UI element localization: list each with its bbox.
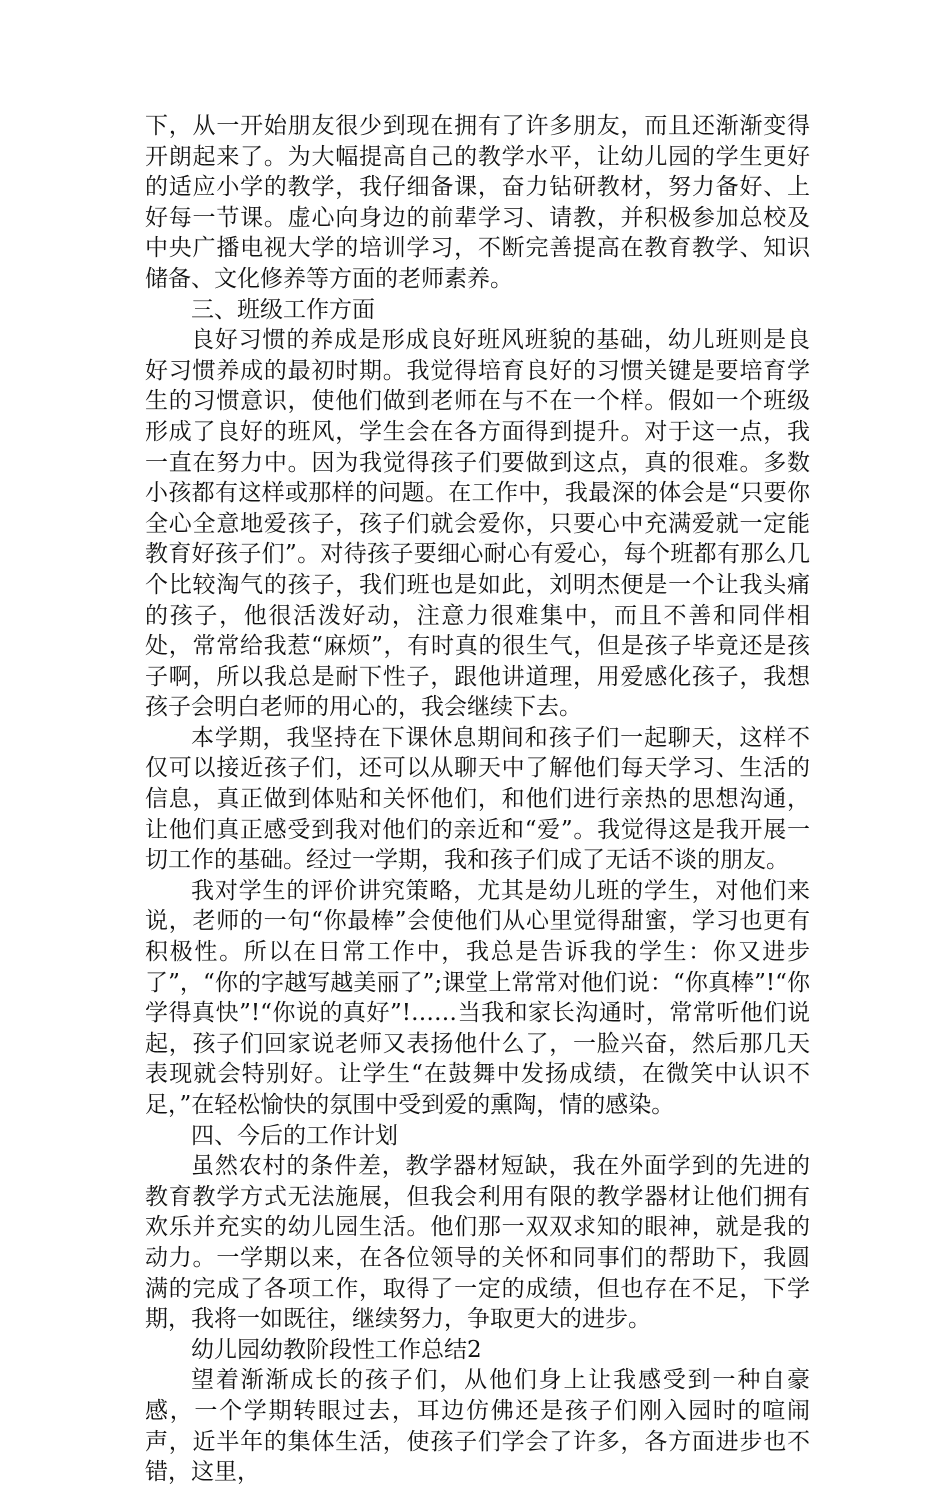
paragraph-growth: 望着渐渐成长的孩子们，从他们身上让我感受到一种自豪感，一个学期转眼过去，耳边仿佛还是孩子们刚入园时的喧闹声，近半年的集体生活，使孩子们学会了许多，各方面进步也不错，这里，	[145, 1367, 810, 1486]
document-body	[145, 111, 810, 1488]
paragraph-continuation: 下，从一开始朋友很少到现在拥有了许多朋友，而且还渐渐变得开朗起来了。为大幅提高自己的教学水平，让幼儿园的学生更好的适应小学的教学，我仔细备课，奋力钻研教材，努力备好、上好每一节课。虚心向身边的前辈学习、请教，并积极参加总校及中央广播电视大学的培训学习，不断完善提高在教育教学、知识储备、文化修养等方面的老师素养。	[145, 113, 810, 292]
document-subtitle-summary-2: 幼儿园幼教阶段性工作总结2	[191, 1336, 482, 1363]
section-heading-future-plan: 四、今后的工作计划	[191, 1122, 398, 1149]
section-heading-class-work: 三、班级工作方面	[191, 296, 375, 323]
paragraph-habits: 良好习惯的养成是形成良好班风班貌的基础，幼儿班则是良好习惯养成的最初时期。我觉得培育良好的习惯关键是要培育学生的习惯意识，使他们做到老师在与不在一个样。假如一个班级形成了良好的班风，学生会在各方面得到提升。对于这一点，我一直在努力中。因为我觉得孩子们要做到这点，真的很难。多数小孩都有这样或那样的问题。在工作中，我最深的体会是“只要你全心全意地爱孩子，孩子们就会爱你，只要心中充满爱就一定能教育好孩子们”。对待孩子要细心耐心有爱心，每个班都有那么几个比较淘气的孩子，我们班也是如此，刘明杰便是一个让我头痛的孩子，他很活泼好动，注意力很难集中，而且不善和同伴相处，常常给我惹“麻烦”，有时真的很生气，但是孩子毕竟还是孩子啊，所以我总是耐下性子，跟他讲道理，用爱感化孩子，我想孩子会明白老师的用心的，我会继续下去。	[145, 327, 810, 721]
paragraph-chatting: 本学期，我坚持在下课休息期间和孩子们一起聊天，这样不仅可以接近孩子们，还可以从聊天中了解他们每天学习、生活的信息，真正做到体贴和关怀他们，和他们进行亲热的思想沟通，让他们真正感受到我对他们的亲近和“爱”。我觉得这是我开展一切工作的基础。经过一学期，我和孩子们成了无话不谈的朋友。	[145, 724, 810, 874]
paragraph-plan: 虽然农村的条件差，教学器材短缺，我在外面学到的先进的教育教学方式无法施展，但我会利用有限的教学器材让他们拥有欢乐并充实的幼儿园生活。他们那一双双求知的眼神，就是我的动力。一学期以来，在各位领导的关怀和同事们的帮助下，我圆满的完成了各项工作，取得了一定的成绩，但也存在不足，下学期，我将一如既往，继续努力，争取更大的进步。	[145, 1153, 810, 1333]
paragraph-evaluation: 我对学生的评价讲究策略，尤其是幼儿班的学生，对他们来说，老师的一句“你最棒”会使他们从心里觉得甜蜜，学习也更有积极性。所以在日常工作中，我总是告诉我的学生：你又进步了”，“你的字越写越美丽了”;课堂上常常对他们说：“你真棒”!“你学得真快”!“你说的真好”!……当我和家长沟通时，常常听他们说起，孩子们回家说老师又表扬他什么了，一脸兴奋，然后那几天表现就会特别好。让学生“在鼓舞中发扬成绩，在微笑中认识不足，”在轻松愉快的氛围中受到爱的熏陶，情的感染。	[145, 877, 810, 1118]
